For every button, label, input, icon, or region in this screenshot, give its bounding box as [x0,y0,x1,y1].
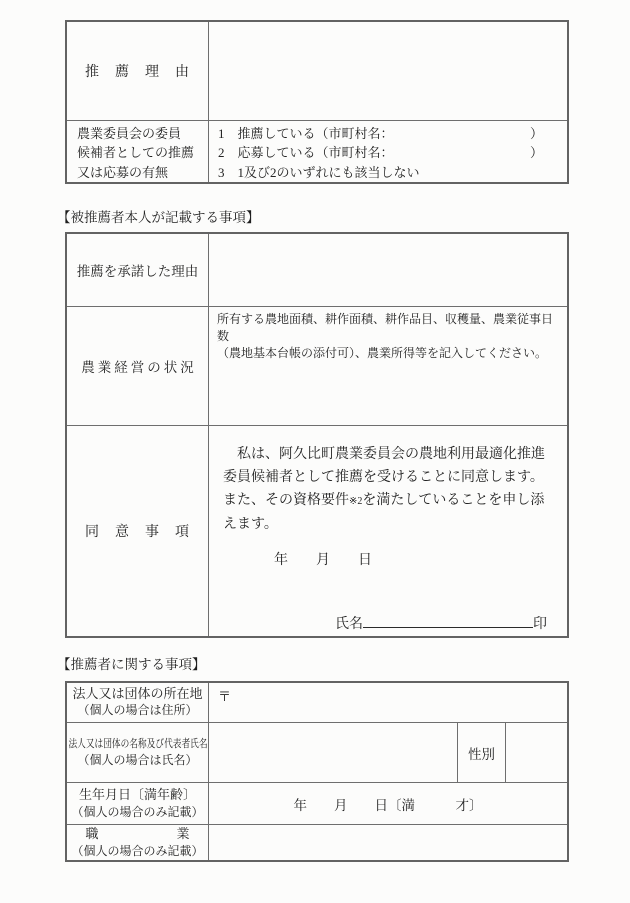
postal-mark: 〒 [218,689,232,704]
address-label-line2: （個人の場合は住所） [77,703,198,718]
farming-note-cell [209,307,567,425]
birth-label-cell [67,783,209,824]
birth-label-line1: 生年月日〔満年齢〕 [78,787,196,803]
name-label-line2: （個人の場合は氏名） [77,752,198,767]
table-row [67,120,567,183]
birth-value-cell [209,783,567,824]
table-row [67,425,567,636]
status-option-close-paren: ） [529,125,543,141]
table-row [67,683,567,722]
status-option-text: 3 1及び2のいずれにも該当しない [218,164,420,180]
name-value-cell [209,723,457,783]
reason-label: 推 薦 理 由 [85,64,190,80]
consent-text: を満たしていることを申し添えます。 [223,493,545,532]
address-value-cell [209,683,567,722]
recommendation-reason-table [65,20,569,184]
table-row [67,234,567,306]
name-label: 氏名 [335,617,363,632]
consent-text: 私は、阿久比町農業委員会の農地利用最適化推進委員候補者として推薦を受けることに同意します。また、その資格要件 [223,447,545,508]
status-label-line: 候補者としての推薦 [77,145,195,160]
status-option-3 [218,163,543,183]
recommender-table [65,681,569,862]
nominee-table [65,232,569,638]
farming-label: 農業経営の状況 [81,359,197,375]
accept-reason-label: 推薦を承諾した理由 [76,263,199,279]
table-row [67,306,567,425]
status-label-cell [67,121,209,183]
occupation-value-cell [209,825,567,860]
status-label-line: 農業委員会の委員 [77,125,182,141]
table-row [67,22,567,120]
gender-label: 性別 [468,746,495,762]
status-option-text: 1 推薦している（市町村名： [218,125,394,141]
farming-note-line: （農地基本台帳の添付可）、農業所得等を記入してください。 [217,345,548,360]
status-option-text: 2 応募している（市町村名： [218,145,394,160]
seal-label: 印 [533,617,547,632]
occupation-label-line1: 職 業 [85,826,190,841]
status-label-line: 又は応募の有無 [77,164,169,180]
occupation-label-cell [67,825,209,860]
farming-note-line: 所有する農地面積、耕作面積、耕作品目、収穫量、農業従事日数 [217,311,554,343]
birth-label-line2: （個人の場合のみ記載） [71,804,204,819]
status-option-1 [218,124,543,144]
address-label-cell [67,683,209,722]
accept-reason-label-cell [67,234,209,306]
status-option-close-paren: ） [529,145,543,160]
consent-body-cell [209,426,567,636]
gender-value-cell [505,723,567,783]
occupation-label-line2: （個人の場合のみ記載） [71,843,204,858]
recommender-section-heading: 【推薦者に関する事項】 [57,657,206,672]
table-row [67,722,567,783]
accept-reason-blank-cell [209,234,567,306]
consent-label: 同 意 事 項 [85,525,190,540]
reason-label-cell [67,22,209,120]
table-row [67,824,567,860]
status-option-2 [218,143,543,163]
consent-date-line: 年 月 日 [274,553,372,568]
birth-date-template: 年 月 日〔満 才〕 [293,797,483,813]
consent-label-cell [67,426,209,636]
table-row [67,782,567,824]
farming-label-cell [67,307,209,425]
name-label-line1: 法人又は団体の名称及び代表者氏名 [67,737,208,750]
gender-label-cell [457,723,505,783]
nominee-section-heading: 【被推薦者本人が記載する事項】 [57,210,260,225]
reason-blank-cell [209,22,567,120]
consent-signature-line [223,613,552,636]
consent-footnote-ref: ※2 [349,496,363,507]
address-label-line1: 法人又は団体の所在地 [72,685,203,701]
signature-underline [363,614,533,628]
name-label-cell [67,723,209,783]
status-options-cell [209,121,567,183]
consent-paragraph [223,443,552,536]
